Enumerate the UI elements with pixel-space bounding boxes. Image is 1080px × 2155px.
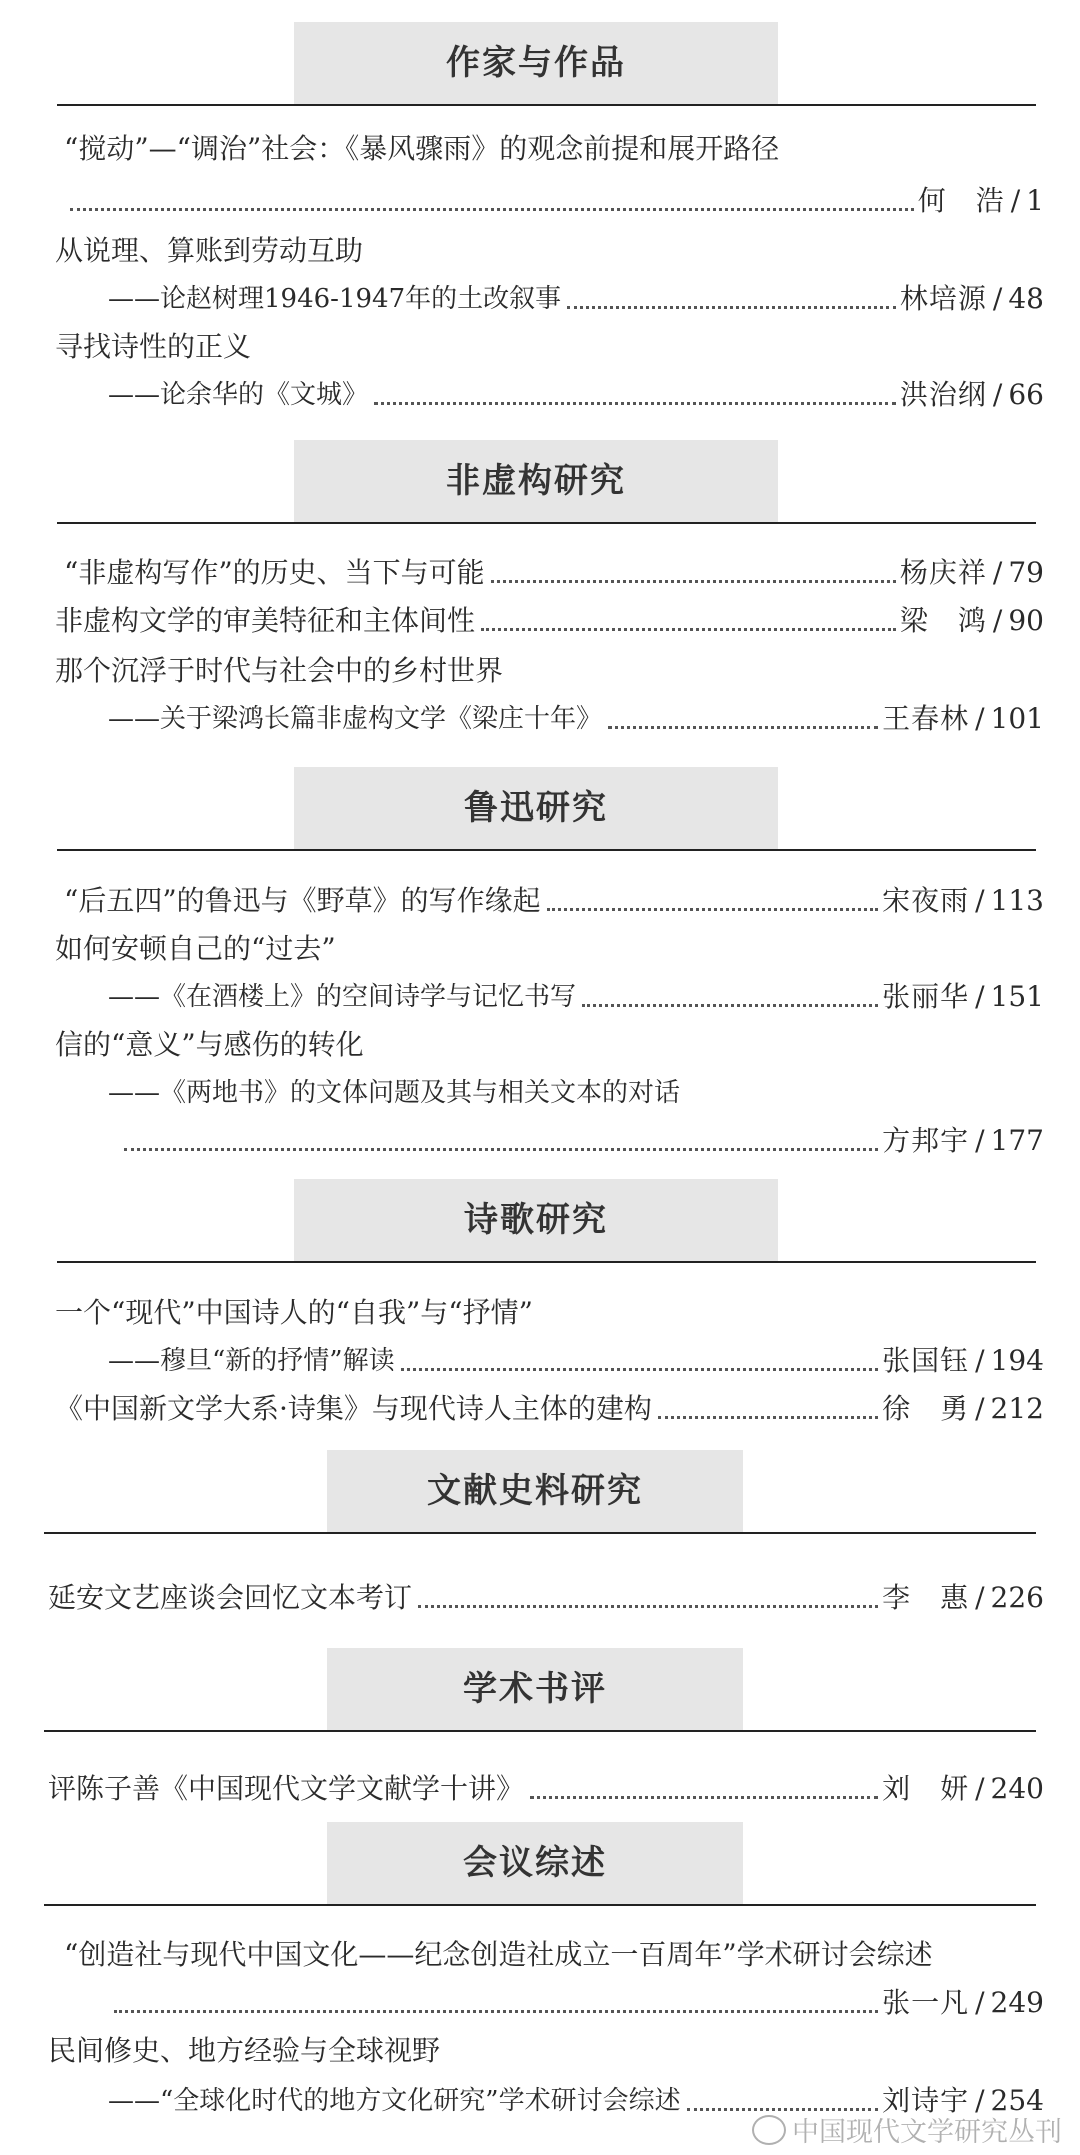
section-divider bbox=[57, 522, 1036, 524]
entry-meta bbox=[900, 376, 1044, 414]
entry-meta bbox=[882, 1342, 1044, 1380]
entry-author: 王春林 bbox=[882, 702, 970, 735]
entry-author: 张一凡 bbox=[882, 1986, 970, 2019]
page-separator: / bbox=[992, 282, 1003, 315]
entry-meta bbox=[882, 882, 1044, 920]
page-separator: / bbox=[975, 2084, 985, 2117]
entry-title: “后五四”的鲁迅与《野草》的写作缘起 bbox=[64, 884, 541, 917]
toc-entry-subtitle-row[interactable] bbox=[108, 364, 1044, 414]
dot-leader bbox=[658, 1416, 878, 1419]
section-divider bbox=[57, 1261, 1036, 1263]
dot-leader bbox=[567, 306, 896, 309]
section-divider bbox=[57, 104, 1036, 106]
toc-entry-row[interactable] bbox=[55, 590, 1044, 640]
toc-entry-row[interactable] bbox=[64, 542, 1044, 592]
page-separator: / bbox=[992, 604, 1003, 637]
dot-leader bbox=[124, 1148, 878, 1151]
toc-entry-title[interactable] bbox=[55, 1282, 955, 1332]
page-separator: / bbox=[975, 884, 985, 917]
entry-title: 如何安顿自己的“过去” bbox=[55, 932, 336, 965]
entry-subtitle: ——《在酒楼上》的空间诗学与记忆书写 bbox=[108, 982, 577, 1012]
page-separator: / bbox=[975, 1392, 985, 1425]
entry-meta bbox=[900, 554, 1044, 592]
section-title: 学术书评 bbox=[327, 1648, 743, 1730]
page-separator: / bbox=[975, 1986, 985, 2019]
entry-author: 杨庆祥 bbox=[899, 556, 987, 589]
watermark bbox=[752, 2110, 1062, 2149]
entry-author: 李 惠 bbox=[882, 1581, 970, 1614]
entry-title: 评陈子善《中国现代文学文献学十讲》 bbox=[48, 1772, 525, 1805]
dot-leader bbox=[491, 580, 896, 583]
entry-subtitle: ——《两地书》的文体问题及其与相关文本的对话 bbox=[108, 1078, 681, 1108]
section-title: 非虚构研究 bbox=[294, 440, 778, 522]
toc-entry-row[interactable] bbox=[64, 870, 1044, 920]
section-header bbox=[0, 440, 1080, 522]
section-title: 诗歌研究 bbox=[294, 1179, 778, 1261]
entry-author: 张国钰 bbox=[882, 1344, 970, 1377]
watermark-text: 中国现代文学研究丛刊 bbox=[792, 2117, 1062, 2148]
dot-leader bbox=[582, 1004, 878, 1007]
page-separator: / bbox=[992, 378, 1003, 411]
toc-entry-title[interactable] bbox=[64, 118, 984, 168]
entry-author: 刘诗宇 bbox=[882, 2084, 970, 2117]
toc-entry-title[interactable] bbox=[55, 1014, 955, 1064]
dot-leader bbox=[70, 208, 914, 211]
entry-subtitle: ——穆旦“新的抒情”解读 bbox=[108, 1346, 395, 1376]
section-title: 作家与作品 bbox=[294, 22, 778, 104]
dot-leader bbox=[608, 726, 878, 729]
entry-author: 刘 妍 bbox=[882, 1772, 970, 1805]
toc-entry-row[interactable] bbox=[48, 1758, 1044, 1808]
toc-entry-title[interactable] bbox=[48, 2020, 948, 2070]
entry-page: 66 bbox=[1008, 378, 1044, 411]
entry-subtitle: ——关于梁鸿长篇非虚构文学《梁庄十年》 bbox=[108, 704, 603, 734]
entry-page: 249 bbox=[990, 1986, 1044, 2019]
page-separator: / bbox=[975, 1772, 985, 1805]
section-title: 会议综述 bbox=[327, 1822, 743, 1904]
section-title: 鲁迅研究 bbox=[294, 767, 778, 849]
page-separator: / bbox=[975, 702, 985, 735]
entry-meta bbox=[882, 1122, 1044, 1160]
section-header bbox=[0, 1179, 1080, 1261]
toc-entry-subtitle-row[interactable] bbox=[108, 688, 1044, 738]
entry-meta bbox=[882, 700, 1044, 738]
entry-title: 民间修史、地方经验与全球视野 bbox=[48, 2034, 441, 2067]
toc-entry-leader-row[interactable] bbox=[108, 1972, 1044, 2022]
toc-entry-title[interactable] bbox=[55, 640, 955, 690]
entry-meta bbox=[882, 978, 1044, 1016]
entry-title: 延安文艺座谈会回忆文本考订 bbox=[48, 1581, 413, 1614]
section-header bbox=[0, 1822, 1080, 1904]
dot-leader bbox=[547, 908, 878, 911]
entry-title: 非虚构文学的审美特征和主体间性 bbox=[55, 604, 476, 637]
entry-meta bbox=[900, 602, 1044, 640]
dot-leader bbox=[530, 1796, 878, 1799]
toc-entry-subtitle-row[interactable] bbox=[108, 268, 1044, 318]
section-title: 文献史料研究 bbox=[327, 1450, 743, 1532]
entry-title: “创造社与现代中国文化——纪念创造社成立一百周年”学术研讨会综述 bbox=[64, 1938, 933, 1971]
page-separator: / bbox=[992, 556, 1003, 589]
page-separator: / bbox=[975, 980, 985, 1013]
entry-page: 90 bbox=[1008, 604, 1044, 637]
entry-page: 226 bbox=[990, 1581, 1044, 1614]
entry-page: 1 bbox=[1026, 184, 1044, 217]
section-divider bbox=[44, 1904, 1036, 1906]
toc-entry-row[interactable] bbox=[48, 1567, 1044, 1617]
entry-author: 何 浩 bbox=[917, 184, 1005, 217]
page-separator: / bbox=[1010, 184, 1021, 217]
entry-title: “搅动”—“调治”社会：《暴风骤雨》的观念前提和展开路径 bbox=[64, 132, 780, 165]
entry-subtitle: ——论余华的《文城》 bbox=[108, 380, 369, 410]
entry-author: 宋夜雨 bbox=[882, 884, 970, 917]
entry-page: 177 bbox=[990, 1124, 1044, 1157]
entry-title: 一个“现代”中国诗人的“自我”与“抒情” bbox=[55, 1296, 533, 1329]
toc-entry-subtitle-row[interactable] bbox=[108, 1330, 1044, 1380]
entry-meta bbox=[882, 1770, 1044, 1808]
entry-meta bbox=[882, 1579, 1044, 1617]
toc-entry-leader-row[interactable] bbox=[118, 1110, 1044, 1160]
entry-title: “非虚构写作”的历史、当下与可能 bbox=[64, 556, 485, 589]
section-header bbox=[0, 767, 1080, 849]
entry-author: 林培源 bbox=[899, 282, 987, 315]
entry-meta bbox=[882, 1984, 1044, 2022]
dot-leader bbox=[481, 628, 896, 631]
section-header bbox=[0, 1648, 1080, 1730]
entry-author: 方邦宇 bbox=[882, 1124, 970, 1157]
entry-page: 101 bbox=[990, 702, 1044, 735]
dot-leader bbox=[114, 2010, 878, 2013]
toc-entry-title[interactable] bbox=[55, 220, 955, 270]
entry-page: 151 bbox=[990, 980, 1044, 1013]
entry-page: 48 bbox=[1008, 282, 1044, 315]
toc-entry-leader-row[interactable] bbox=[64, 170, 1044, 220]
wechat-icon bbox=[752, 2115, 786, 2145]
entry-page: 79 bbox=[1008, 556, 1044, 589]
section-divider bbox=[44, 1532, 1036, 1534]
entry-title: 那个沉浮于时代与社会中的乡村世界 bbox=[55, 654, 504, 687]
entry-page: 254 bbox=[990, 2084, 1044, 2117]
entry-title: 信的“意义”与感伤的转化 bbox=[55, 1028, 364, 1061]
page-separator: / bbox=[975, 1344, 985, 1377]
page-separator: / bbox=[975, 1581, 985, 1614]
entry-subtitle: ——论赵树理1946-1947年的土改叙事 bbox=[108, 284, 562, 314]
entry-meta bbox=[918, 182, 1044, 220]
entry-meta bbox=[882, 1390, 1044, 1428]
section-divider bbox=[57, 849, 1036, 851]
toc-entry-title[interactable] bbox=[55, 316, 955, 366]
dot-leader bbox=[418, 1605, 878, 1608]
toc-entry-row[interactable] bbox=[55, 1378, 1044, 1428]
entry-meta bbox=[900, 280, 1044, 318]
dot-leader bbox=[374, 402, 896, 405]
entry-author: 徐 勇 bbox=[882, 1392, 970, 1425]
entry-title: 寻找诗性的正义 bbox=[55, 330, 252, 363]
section-header bbox=[0, 22, 1080, 104]
dot-leader bbox=[401, 1368, 879, 1371]
toc-entry-subtitle-row[interactable] bbox=[108, 966, 1044, 1016]
entry-page: 194 bbox=[990, 1344, 1044, 1377]
entry-page: 212 bbox=[990, 1392, 1044, 1425]
toc-entry-title[interactable] bbox=[55, 918, 955, 968]
entry-title: 《中国新文学大系·诗集》与现代诗人主体的建构 bbox=[55, 1392, 652, 1425]
entry-author: 梁 鸿 bbox=[899, 604, 987, 637]
page-separator: / bbox=[975, 1124, 985, 1157]
toc-entry-title[interactable] bbox=[64, 1924, 1044, 1974]
entry-page: 113 bbox=[990, 884, 1044, 917]
entry-page: 240 bbox=[990, 1772, 1044, 1805]
entry-title: 从说理、算账到劳动互助 bbox=[55, 234, 364, 267]
section-header bbox=[0, 1450, 1080, 1532]
entry-subtitle: ——“全球化时代的地方文化研究”学术研讨会综述 bbox=[108, 2086, 681, 2116]
entry-author: 张丽华 bbox=[882, 980, 970, 1013]
toc-entry-subtitle[interactable] bbox=[108, 1062, 1008, 1112]
section-divider bbox=[44, 1730, 1036, 1732]
entry-author: 洪治纲 bbox=[899, 378, 987, 411]
